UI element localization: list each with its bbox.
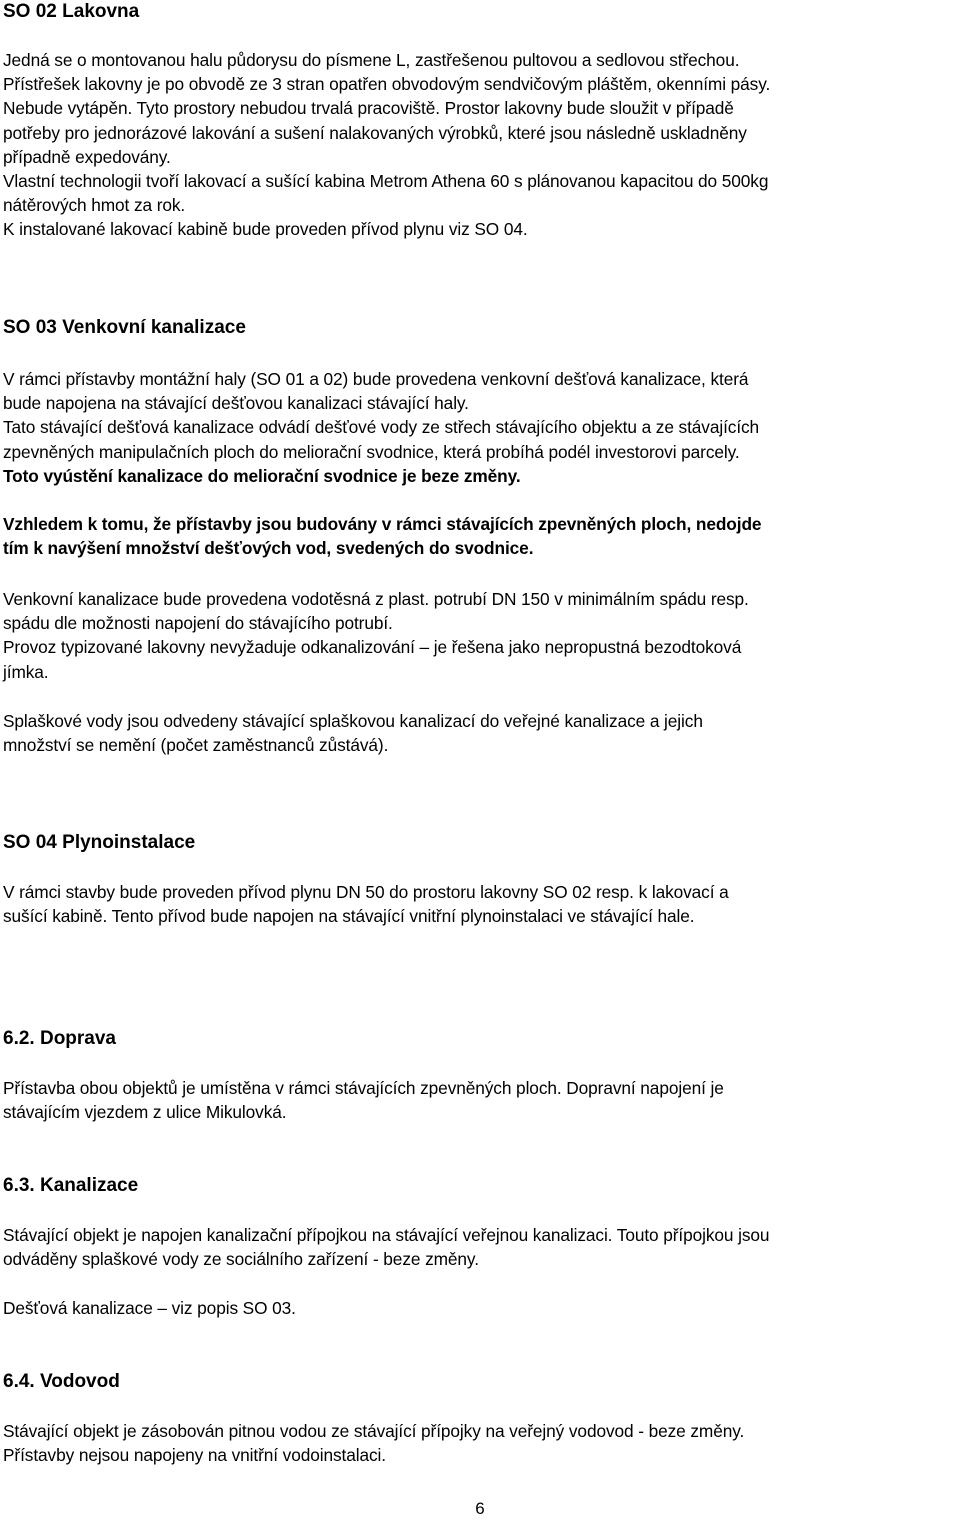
- text-line: sušící kabině. Tento přívod bude napojen na stávající vnitřní plynoinstalaci ve stávající hale.: [3, 906, 695, 927]
- text-line: Vlastní technologii tvoří lakovací a sušící kabina Metrom Athena 60 s plánovanou kapacitou do 500kg: [3, 171, 769, 192]
- s64-paragraph-1: [3, 1419, 958, 1467]
- bold-text-line: tím k navýšení množství dešťových vod, svedených do svodnice.: [3, 538, 534, 559]
- text-line: Provoz typizované lakovny nevyžaduje odkanalizování – je řešena jako nepropustná bezodtoková: [3, 637, 742, 658]
- text-line: zpevněných manipulačních ploch do meliorační svodnice, která probíhá podél investorovi parcely.: [3, 441, 740, 462]
- text-line: spádu dle možnosti napojení do stávajícího potrubí.: [3, 613, 393, 634]
- text-line: V rámci přístavby montážní haly (SO 01 a 02) bude provedena venkovní dešťová kanalizace, která: [3, 369, 749, 389]
- text-line: Venkovní kanalizace bude provedena vodotěsná z plast. potrubí DN 150 v minimálním spádu resp.: [3, 589, 749, 609]
- text-line: potřeby pro jednorázové lakování a sušení nalakovaných výrobků, které jsou následně uskladněny: [3, 122, 747, 143]
- text-line: Přístavba obou objektů je umístěna v rámci stávajících zpevněných ploch. Dopravní napojení je: [3, 1078, 724, 1098]
- s63-paragraph-2: [3, 1296, 958, 1320]
- section-heading-so02: SO 02 Lakovna: [3, 1, 140, 22]
- so03-paragraph-2: [3, 512, 958, 560]
- text-line: Dešťová kanalizace – viz popis SO 03.: [3, 1298, 296, 1318]
- s62-paragraph-1: [3, 1076, 958, 1124]
- text-line: K instalované lakovací kabině bude proveden přívod plynu viz SO 04.: [3, 219, 528, 240]
- text-line: bude napojena na stávající dešťovou kanalizaci stávající haly.: [3, 393, 469, 414]
- text-line: Stávající objekt je zásobován pitnou vodou ze stávající přípojky na veřejný vodovod - beze změny.: [3, 1421, 745, 1441]
- so02-paragraph-1: [3, 48, 958, 242]
- text-line: odváděny splaškové vody ze sociálního zařízení - beze změny.: [3, 1249, 479, 1270]
- text-line: Jedná se o montovanou halu půdorysu do písmene L, zastřešenou pultovou a sedlovou střechou.: [3, 50, 740, 70]
- bold-text-line: Toto vyústění kanalizace do meliorační svodnice je beze změny.: [3, 465, 521, 486]
- text-line: Tato stávající dešťová kanalizace odvádí dešťové vody ze střech stávajícího objektu a ze stávajících: [3, 417, 760, 438]
- section-heading-6-3: 6.3. Kanalizace: [3, 1175, 139, 1196]
- text-line: případně expedovány.: [3, 146, 171, 167]
- section-heading-6-2: 6.2. Doprava: [3, 1028, 116, 1049]
- so04-paragraph-1: [3, 880, 958, 928]
- text-line: Nebude vytápěn. Tyto prostory nebudou trvalá pracoviště. Prostor lakovny bude sloužit v případě: [3, 98, 734, 119]
- text-line: stávajícím vjezdem z ulice Mikulovká.: [3, 1102, 287, 1123]
- text-line: Splaškové vody jsou odvedeny stávající splaškovou kanalizací do veřejné kanalizace a jejich: [3, 711, 703, 731]
- text-line: V rámci stavby bude proveden přívod plynu DN 50 do prostoru lakovny SO 02 resp. k lakovací a: [3, 882, 729, 902]
- so03-paragraph-3: [3, 587, 958, 684]
- bold-text-line: Vzhledem k tomu, že přístavby jsou budovány v rámci stávajících zpevněných ploch, nedojde: [3, 514, 762, 534]
- text-line: množství se nemění (počet zaměstnanců zůstává).: [3, 735, 389, 756]
- text-line: nátěrových hmot za rok.: [3, 195, 186, 216]
- text-line: Přístavby nejsou napojeny na vnitřní vodoinstalaci.: [3, 1445, 386, 1466]
- text-line: Stávající objekt je napojen kanalizační přípojkou na stávající veřejnou kanalizaci. Touto přípojkou jsou: [3, 1225, 770, 1245]
- section-heading-so03: SO 03 Venkovní kanalizace: [3, 317, 246, 338]
- section-heading-so04: SO 04 Plynoinstalace: [3, 832, 196, 853]
- section-heading-6-4: 6.4. Vodovod: [3, 1371, 120, 1392]
- text-line: jímka.: [3, 661, 49, 682]
- text-line: Přístřešek lakovny je po obvodě ze 3 stran opatřen obvodovým sendvičovým pláštěm, okenními pásy.: [3, 74, 771, 95]
- so03-paragraph-1: [3, 367, 958, 488]
- so03-paragraph-4: [3, 709, 958, 757]
- s63-paragraph-1: [3, 1223, 958, 1271]
- page-number: 6: [475, 1499, 485, 1518]
